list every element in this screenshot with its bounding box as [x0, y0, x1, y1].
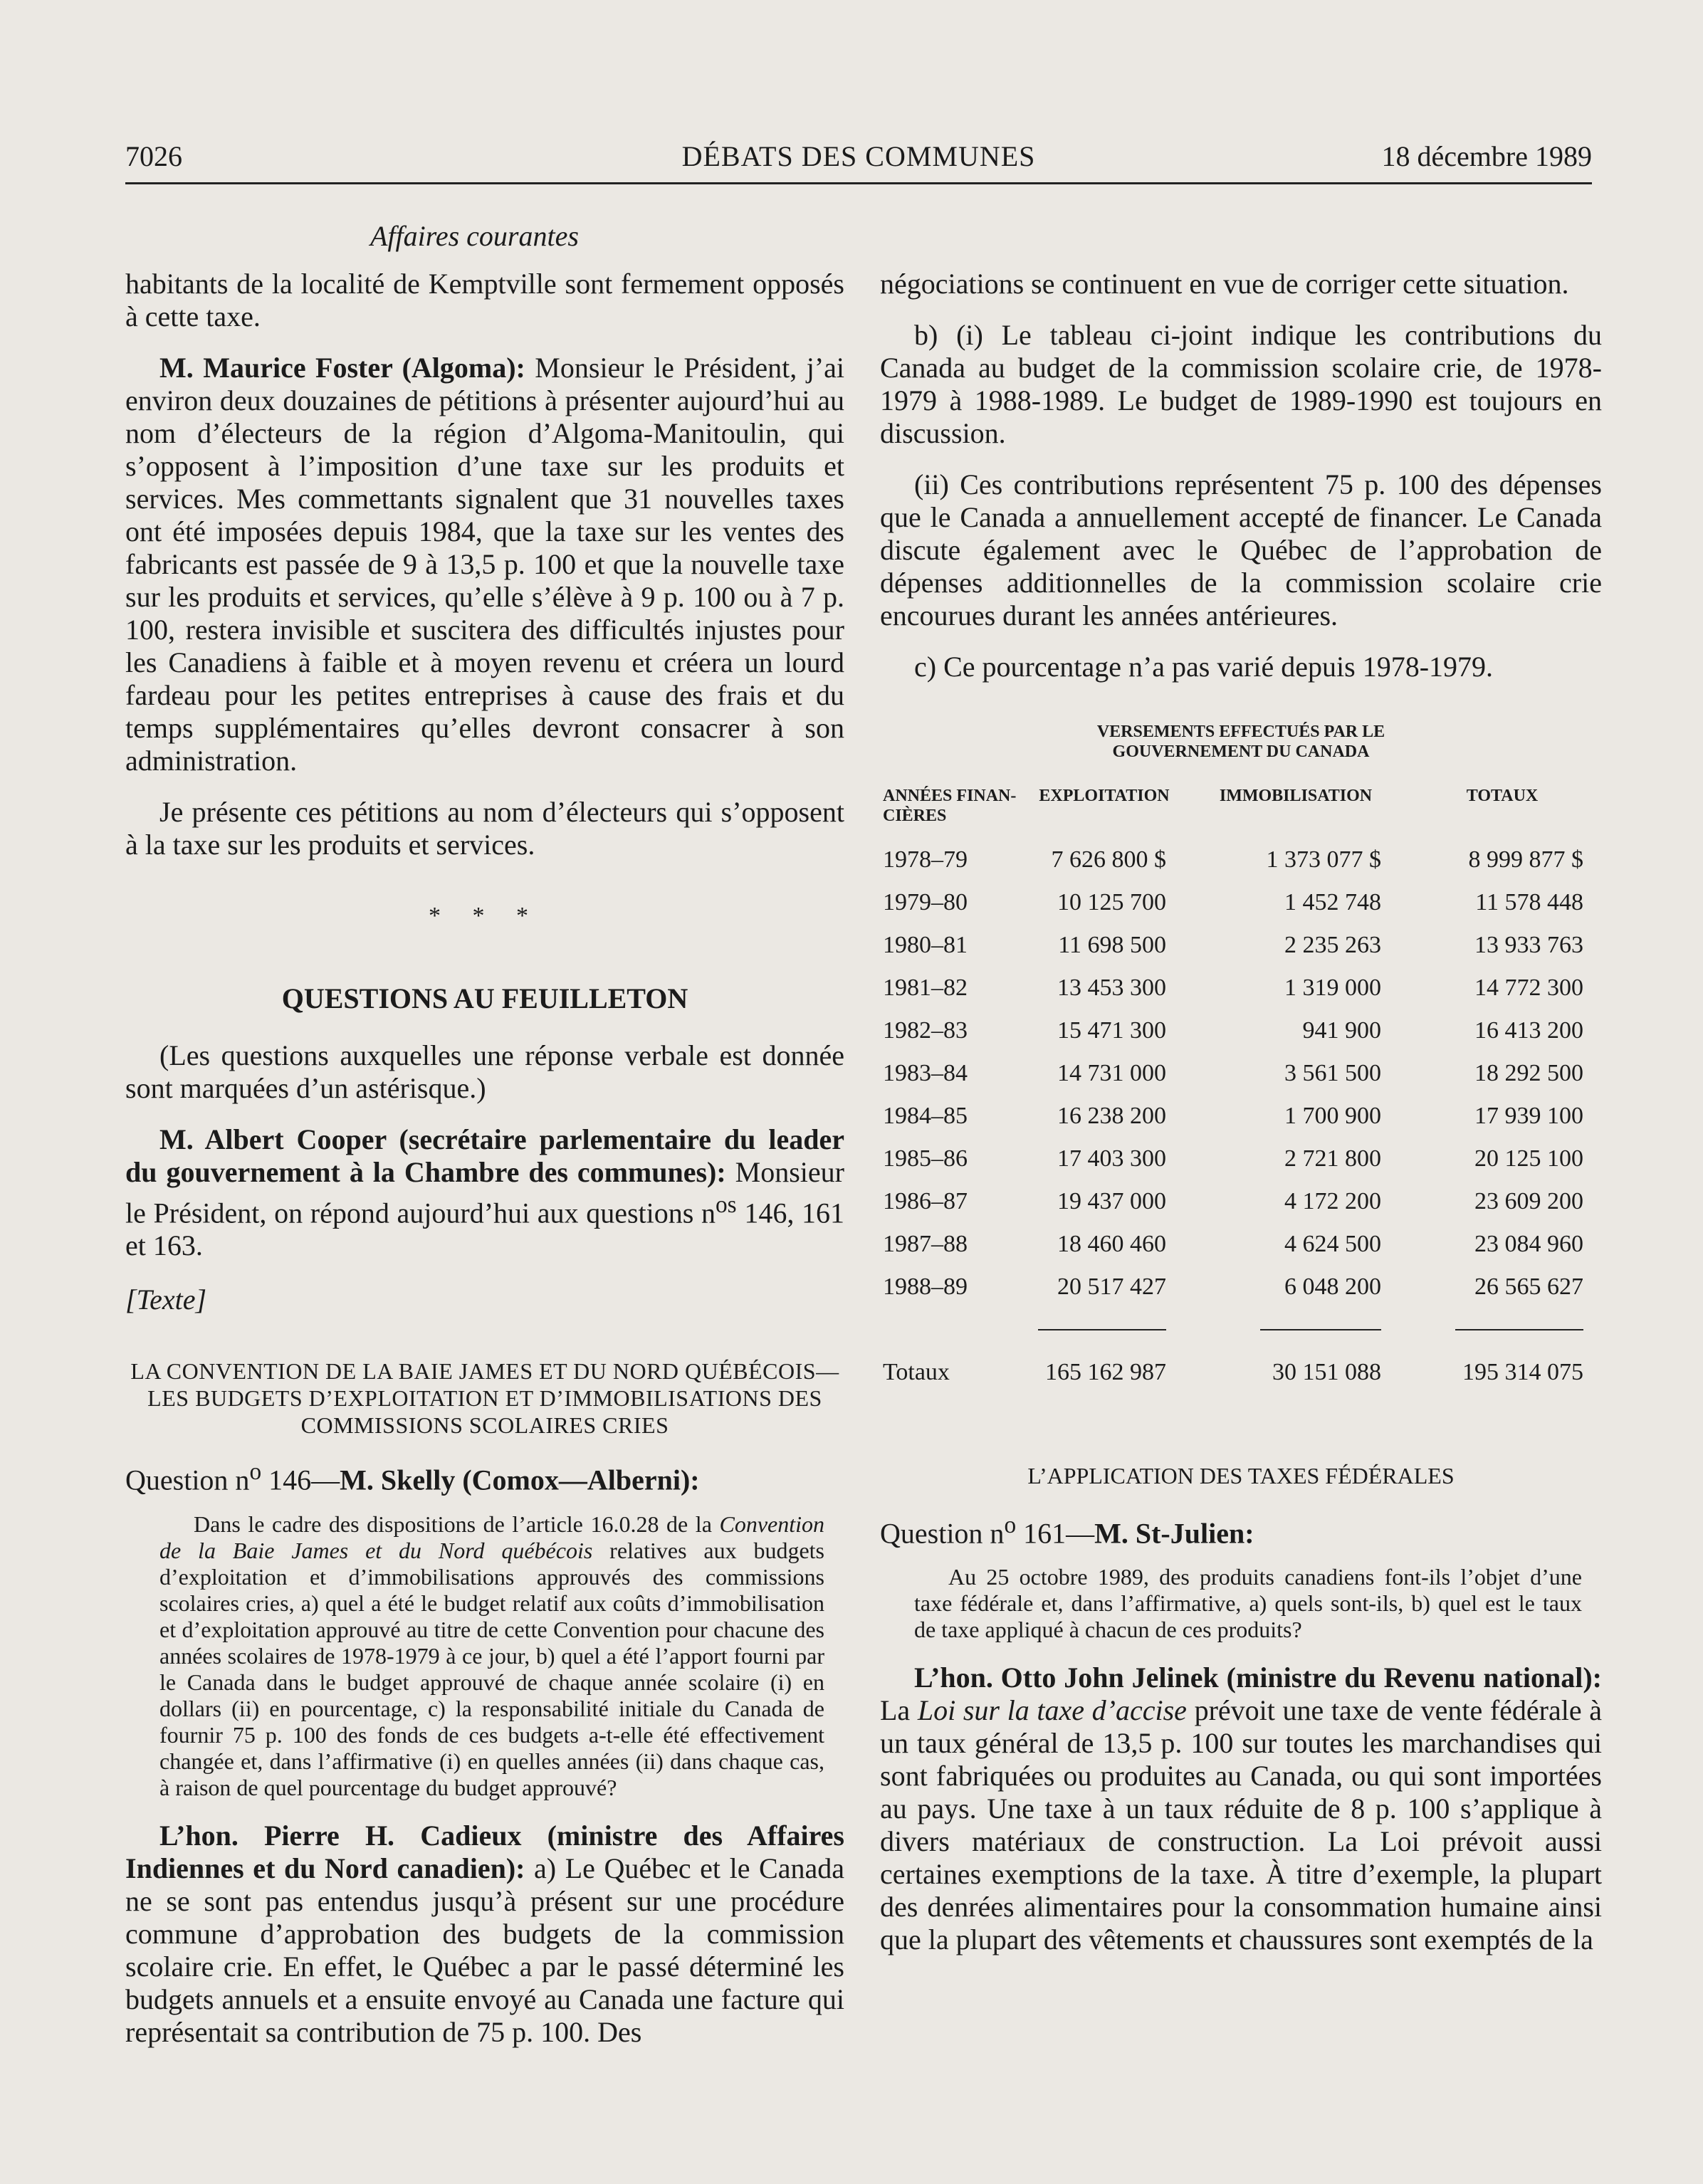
payments-table — [880, 786, 1602, 1394]
subject-heading: L’APPLICATION DES TAXES FÉDÉRALES — [1027, 1463, 1455, 1489]
speaker-name: L’hon. Otto John Jelinek (ministre du Revenu national): — [914, 1661, 1602, 1694]
table-cell: 4 172 200 — [1284, 1188, 1381, 1214]
table-cell: 23 084 960 — [1474, 1231, 1583, 1257]
statement-text: Monsieur le Président, j’ai environ deux douzaines de pétitions à présenter aujourd’hui au nom d’électeurs de la région d’Algoma-Manitoulin, qui s’opposent à l’imposition d’une taxe sur les produits et services. Mes commettants signalent que 31 nouvelles taxes ont été imposées depuis 1984, que la taxe sur les ventes des fabricants est passée de 9 à 13,5 p. 100 et que la nouvelle taxe sur les produits et services, qu’elle s’élève à 9 p. 100 ou à 7 p. 100, restera invisible et suscitera des difficultés injustes pour les Canadiens à faible et à moyen revenu et créera un lourd fardeau pour les petites entreprises à cause des frais et du temps supplémentaires qu’elles devront consacrer à son administration. — [125, 352, 845, 777]
table-cell: 23 609 200 — [1474, 1188, 1583, 1214]
foster-statement — [125, 352, 844, 777]
table-cell: 4 624 500 — [1284, 1231, 1381, 1257]
table-cell: 14 772 300 — [1474, 975, 1583, 1001]
table-cell: 941 900 — [1302, 1017, 1381, 1044]
page-date: 18 décembre 1989 — [1381, 140, 1592, 172]
table-cell: 18 460 460 — [1057, 1231, 1166, 1257]
table-cell: 1 452 748 — [1284, 889, 1381, 915]
table-cell: 1982–83 — [883, 1017, 968, 1044]
paragraph: habitants de la localité de Kemptville sont fermement opposés à cette taxe. — [125, 268, 844, 332]
left-column — [125, 268, 844, 2049]
totals-label: Totaux — [883, 1359, 950, 1385]
table-cell: 1984–85 — [883, 1103, 968, 1129]
table-cell: 1983–84 — [883, 1060, 968, 1086]
table-cell: 16 238 200 — [1057, 1103, 1166, 1129]
subject-heading: LA CONVENTION DE LA BAIE JAMES ET DU NORD QUÉBÉCOIS—LES BUDGETS D’EXPLOITATION ET D’IMMOBILISATIONS DES COMMISSIONS SCOLAIRES CRIES — [130, 1358, 839, 1439]
table-row — [880, 839, 1602, 881]
total-rule-row — [880, 1308, 1602, 1351]
total-cell: 30 151 088 — [1272, 1359, 1381, 1385]
journal-title: DÉBATS DES COMMUNES — [681, 140, 1036, 172]
totals-row — [880, 1351, 1602, 1394]
table-cell: 16 413 200 — [1474, 1017, 1583, 1044]
table-cell: 2 235 263 — [1284, 932, 1381, 958]
table-cell: 10 125 700 — [1057, 889, 1166, 915]
right-column — [880, 268, 1602, 1956]
running-head: Affaires courantes — [370, 220, 579, 252]
total-rule — [1455, 1329, 1583, 1330]
table-cell: 1981–82 — [883, 975, 968, 1001]
column-header: IMMOBILISATION — [1219, 787, 1373, 805]
speaker-name: M. Maurice Foster (Algoma): — [159, 352, 525, 384]
table-cell: 26 565 627 — [1474, 1274, 1583, 1300]
question-146-title: Question $n^o$ 146—M. Skelly (Comox—Alberni): — [125, 1459, 700, 1496]
table-cell: 1988–89 — [883, 1274, 968, 1300]
paragraph: (Les questions auxquelles une réponse verbale est donnée sont marquées d’un astérisque.) — [125, 1039, 844, 1104]
question-146-text: Dans le cadre des dispositions de l’article 16.0.28 de la Convention de la Baie James et du Nord québécois relatives aux budgets d’exploitation et d’immobilisations approuvés des commissions scolaires cries, a) quel a été le budget relatif aux coûts d’immobilisation et d’exploitation approuvé au titre de cette Convention pour chacune des années scolaires de 1978-1979 à ce jour, b) quel a été l’apport fourni par le Canada dans le budget approuvé de chaque année scolaire (i) en dollars (ii) en pourcentage, c) la responsabilité initiale du Canada de fournir 75 p. 100 des fonds de ces budgets a-t-elle été effectivement changée et, dans l’affirmative (i) en quelles années (ii) dans chaque cas, à raison de quel pourcentage du budget approuvé? — [159, 1511, 825, 1800]
page-header — [125, 140, 1592, 184]
question-161-title: Question $n^o$ 161—M. St-Julien: — [880, 1512, 1254, 1550]
table-body — [880, 839, 1602, 1394]
table-cell: 20 517 427 — [1057, 1274, 1166, 1300]
section-separator: * * * — [429, 903, 541, 929]
table-cell: 1 373 077 $ — [1266, 846, 1381, 873]
paragraph: Je présente ces pétitions au nom d’électeurs qui s’opposent à la taxe sur les produits et services. — [125, 796, 844, 861]
total-rule — [1260, 1329, 1381, 1330]
table-cell: 2 721 800 — [1284, 1145, 1381, 1172]
table-cell: 19 437 000 — [1057, 1188, 1166, 1214]
table-cell: 8 999 877 $ — [1468, 846, 1583, 873]
table-row — [880, 1223, 1602, 1266]
table-row — [880, 1009, 1602, 1052]
table-cell: 1978–79 — [883, 846, 968, 873]
cooper-statement: M. Albert Cooper (secrétaire parlementaire du leader du gouvernement à la Chambre des communes): Monsieur le Président, on répond aujourd’hui aux questions $n^{os}$ 146, 161 et 163. — [125, 1123, 845, 1262]
jelinek-answer: L’hon. Otto John Jelinek (ministre du Revenu national): La Loi sur la taxe d’accise prévoit une taxe de vente fédérale à un taux général de 13,5 p. 100 sur toutes les marchandises qui sont fabriquées ou produites au Canada, ou qui sont importées au pays. Une taxe à un taux réduite de 8 p. 100 s’applique à divers matériaux de construction. La Loi prévoit aussi certaines exemptions de la taxe. À titre d’exemple, la plupart des denrées alimentaires pour la consommation humaine ainsi que la plupart des vêtements et chaussures sont exemptés de la — [880, 1661, 1603, 1956]
paragraph: négociations se continuent en vue de corriger cette situation. — [880, 268, 1569, 300]
table-row — [880, 1266, 1602, 1308]
column-header: ANNÉES FINAN-CIÈRES — [883, 787, 1017, 825]
speaker-name: M. Albert Cooper (secrétaire parlementaire du leader du gouvernement à la Chambre des communes): — [125, 1123, 844, 1188]
table-cell: 17 939 100 — [1474, 1103, 1583, 1129]
table-row — [880, 1180, 1602, 1223]
table-title: VERSEMENTS EFFECTUÉS PAR LE GOUVERNEMENT DU CANADA — [1096, 723, 1385, 761]
table-cell: 1 700 900 — [1284, 1103, 1381, 1129]
table-row — [880, 1095, 1602, 1138]
table-row — [880, 881, 1602, 924]
table-cell: 13 453 300 — [1057, 975, 1166, 1001]
table-row — [880, 1138, 1602, 1180]
cadieux-answer: L’hon. Pierre H. Cadieux (ministre des Affaires Indiennes et du Nord canadien): a) Le Québec et le Canada ne se sont pas entendus jusqu’à présent sur une procédure commune d’approbation des budgets de la commission scolaire crie. En effet, le Québec a par le passé déterminé les budgets annuels et a ensuite envoyé au Canada une facture qui représentait sa contribution de 75 p. 100. Des — [125, 1819, 844, 2048]
total-rule — [1038, 1329, 1166, 1330]
total-cell: 195 314 075 — [1462, 1359, 1583, 1385]
table-cell: 18 292 500 — [1474, 1060, 1583, 1086]
table-cell: 1979–80 — [883, 889, 968, 915]
table-cell: 7 626 800 $ — [1051, 846, 1166, 873]
table-header-row — [880, 786, 1602, 839]
paragraph: c) Ce pourcentage n’a pas varié depuis 1978-1979. — [914, 651, 1494, 683]
table-cell: 11 578 448 — [1475, 889, 1583, 915]
table-row — [880, 1052, 1602, 1095]
table-cell: 20 125 100 — [1474, 1145, 1583, 1172]
table-cell: 3 561 500 — [1284, 1060, 1381, 1086]
table-cell: 6 048 200 — [1284, 1274, 1381, 1300]
column-header: EXPLOITATION — [1039, 787, 1170, 805]
table-cell: 14 731 000 — [1057, 1060, 1166, 1086]
table-cell: 1987–88 — [883, 1231, 968, 1257]
speaker-name: L’hon. Pierre H. Cadieux (ministre des Affaires Indiennes et du Nord canadien): — [125, 1819, 844, 1884]
table-cell: 1986–87 — [883, 1188, 968, 1214]
page-number: 7026 — [125, 140, 182, 172]
question-161-text: Au 25 octobre 1989, des produits canadiens font-ils l’objet d’une taxe fédérale et, dans l’affirmative, a) quels sont-ils, b) quel est le taux de taxe appliqué à chacun de ces produits? — [914, 1564, 1582, 1643]
column-header: TOTAUX — [1466, 787, 1539, 805]
paragraph: (ii) Ces contributions représentent 75 p. 100 des dépenses que le Canada a annuellement accepté de financer. Le Canada discute également avec le Québec de l’approbation de dépenses additionnelles de la commission scolaire crie encourues durant les années antérieures. — [880, 468, 1602, 631]
table-cell: 13 933 763 — [1474, 932, 1583, 958]
table-cell: 15 471 300 — [1057, 1017, 1166, 1044]
table-cell: 17 403 300 — [1057, 1145, 1166, 1172]
total-cell: 165 162 987 — [1045, 1359, 1166, 1385]
section-heading: QUESTIONS AU FEUILLETON — [281, 982, 688, 1014]
paragraph: b) (i) Le tableau ci-joint indique les contributions du Canada au budget de la commission scolaire crie, de 1978-1979 à 1988-1989. Le budget de 1989-1990 est toujours en discussion. — [880, 319, 1602, 449]
table-cell: 11 698 500 — [1058, 932, 1166, 958]
table-cell: 1985–86 — [883, 1145, 968, 1172]
texte-label: [Texte] — [125, 1283, 207, 1316]
table-row — [880, 967, 1602, 1009]
table-cell: 1980–81 — [883, 932, 968, 958]
table-row — [880, 924, 1602, 967]
table-cell: 1 319 000 — [1284, 975, 1381, 1001]
